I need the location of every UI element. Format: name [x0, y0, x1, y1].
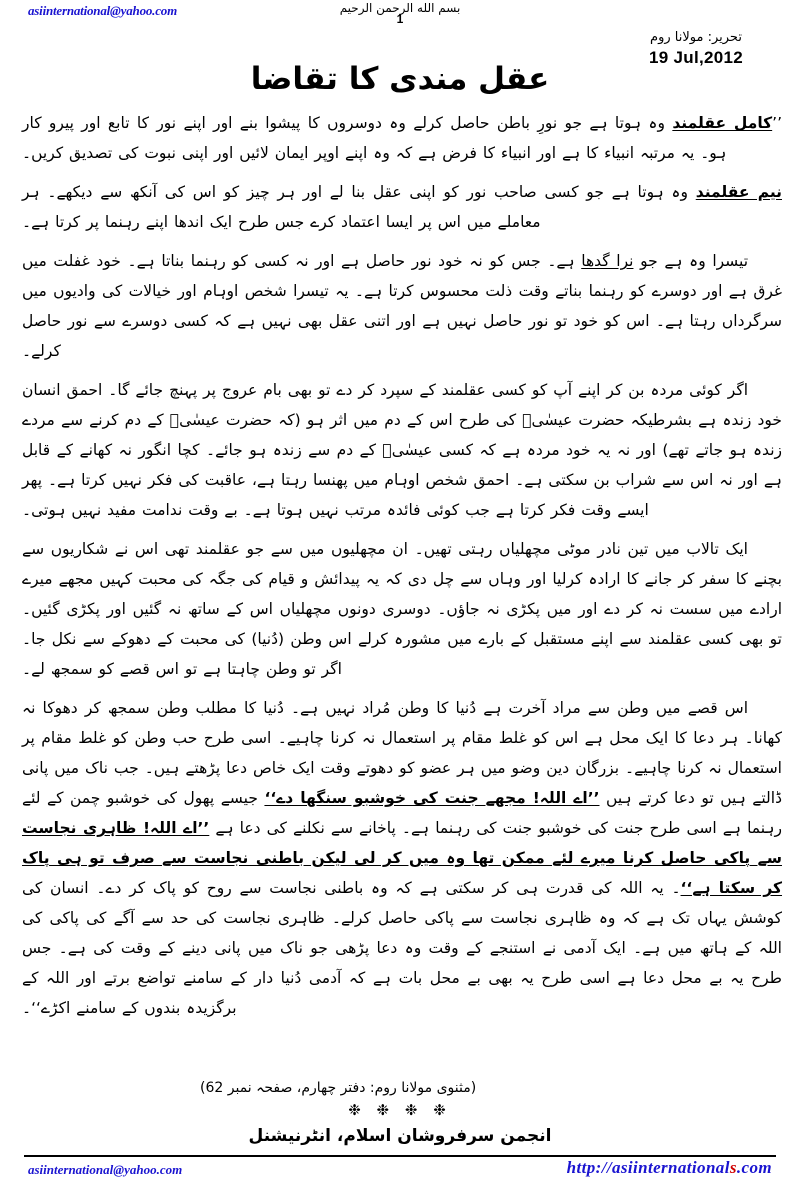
- text-run: تیسرا وہ ہے جو: [633, 252, 749, 270]
- source-citation: (مثنوی مولانا روم: دفتر چهارم، صفحہ نمبر 62): [200, 1080, 477, 1096]
- text-run: اس قصے میں وطن سے مراد آخرت ہے دُنیا کا وطن مُراد نہیں ہے۔ دُنیا کا مطلب وطن سمجھ کر دھوکا نہ کھانا۔ ہر دعا کا ایک محل ہے اس کو غلط مقام پر استعمال نہ کرنا چاہیے۔ اسی طرح حب وطن کو غلط مقام پر استعمال نہ کرنا چاہیے۔ بزرگان دین وضو میں ہر عضو کو دھوتے وقت ایک خاص دعا پڑھتے ہیں۔ جب ناک میں پانی ڈالتے ہیں تو دعا کرتے ہیں: [22, 699, 782, 807]
- body-paragraph: [22, 534, 782, 684]
- emphasized-text: ’’اے اللہ! مجھے جنت کی خوشبو سنگھا دے‘‘: [264, 789, 600, 807]
- body-paragraph: [22, 177, 782, 237]
- body-paragraph: [22, 246, 782, 366]
- url-prefix: http://asiinternational: [566, 1158, 730, 1177]
- body-paragraph: [22, 108, 782, 168]
- publication-date: 19 Jul,2012: [648, 48, 744, 68]
- text-run: ’’: [772, 114, 783, 132]
- text-run: وہ ہوتا ہے جو نورِ باطن حاصل کرلے وہ دوسروں کا پیشوا بنے اور اپنے نور کا تابع اور پیرو کار ہو۔ یہ مرتبہ انبیاء کا ہے اور انبیاء کا فرض ہے کہ وہ اپنے اوپر ایمان لائیں اور اپنی نبوت کی تصدیق کریں۔: [22, 114, 727, 162]
- text-run: ۔ یہ اللہ کی قدرت ہی کر سکتی ہے کہ وہ باطنی نجاست سے روح کو پاک کر دے۔ انسان کی کوشش یہاں تک ہے کہ وہ ظاہری نجاست سے پاکی حاصل کرلے۔ ظاہری نجاست کی حد سے آگے کی پاکی کی اللہ کے ہاتھ میں ہے۔ ایک آدمی نے استنجے کے وقت وہ دعا پڑھی جو ناک میں پانی دینے کے وقت کی ہے۔ جس طرح یہ بے محل دعا ہے اسی طرح یہ بھی بے محل بات ہے کہ آدمی دُنیا دار کے سامنے تواضع برتے اور اللہ کے برگزیدہ بندوں کے سامنے اکڑے‘‘۔: [22, 879, 782, 1017]
- header-email-link[interactable]: asiinternational@yahoo.com: [28, 3, 177, 18]
- underlined-text: نرا گدھا: [581, 252, 634, 270]
- text-run: ایک تالاب میں تین نادر موٹی مچھلیاں رہتی تھیں۔ ان مچھلیوں میں سے جو عقلمند تھی اس نے شکاریوں سے بچنے کا سفر کر جانے کا ارادہ کرلیا اور وہاں سے چل دی کہ یہ پیدائش و قیام کی جگہ کی محبت کہیں مجھے میرے ارادے میں سست نہ کر دے اور میں پکڑی نہ جاؤں۔ دوسری دونوں مچھلیاں اس کے ساتھ نہ گئیں اور پکڑی گئیں۔ تو بھی کسی عقلمند سے اپنے مستقبل کے بارے میں مشورہ کرلے اس وطن (دُنیا) کی محبت کے دھوکے سے نکل جا۔ اگر تو وطن چاہتا ہے تو اس قصے کو سمجھ لے۔: [22, 540, 782, 678]
- emphasized-text: ’’اے اللہ! ظاہری نجاست سے پاکی حاصل کرنا میرے لئے ممکن تھا وہ میں کر لی لیکن باطنی نجاست سے صرف تو ہی پاک کر سکتا ہے‘‘: [22, 819, 783, 897]
- body-paragraph: [22, 693, 782, 1023]
- article-title: عقل مندی کا تقاضا: [250, 60, 550, 97]
- text-run: وہ ہوتا ہے جو کسی صاحب نور کو اپنی عقل بنا لے اور ہر چیز کو اس کی آنکھ سے دیکھے۔ ہر معاملے میں اس پر ایسا اعتماد کرے جس طرح ایک اندھا اپنے رہنما پر کرتا ہے۔: [22, 183, 696, 231]
- decorative-bullets: ❉ ❉ ❉ ❉: [348, 1103, 452, 1119]
- text-run: ہے۔ جس کو نہ خود نور حاصل ہے اور نہ کسی کو رہنما بناتا ہے۔ خود غفلت میں غرق ہے اور دوسرے کو رہنما بناتے وقت ذلت محسوس کرتا ہے۔ یہ تیسرا شخص اوہام اور خیالات کی وادیوں میں سرگرداں رہتا ہے۔ اس کو خود تو نور حاصل نہیں ہے اور اتنی عقل بھی نہیں ہے کہ کسی دوسرے سے نور حاصل کرلے۔: [22, 252, 782, 360]
- article-body: [22, 108, 782, 1032]
- emphasized-text: نیم عقلمند: [695, 183, 782, 201]
- page-number: 1: [396, 12, 404, 27]
- page-header: [0, 0, 800, 100]
- bismillah-block: [0, 2, 800, 26]
- author-byline: تحریر: مولانا روم: [650, 30, 742, 45]
- text-run: اگر کوئی مردہ بن کر اپنے آپ کو کسی عقلمند کے سپرد کر دے تو بھی بام عروج پر پہنچ جائے گا۔ احمق انسان خود زندہ ہے بشرطیکہ حضرت عیسٰیؑ کی طرح اس کے دم میں اثر ہو (کہ حضرت عیسٰیؑ کے دم کرنے سے مردے زندہ ہو جاتے تھے) اور نہ یہ خود مردہ ہے کہ کسی عیسٰیؑ کے دم سے زندہ ہو جائے۔ کچا انگور نہ کھانے کے قابل ہے اور نہ اس سے شراب بن سکتی ہے۔ احمق شخص اوہام میں پھنسا رہتا ہے، عاقبت کی فکر نہیں کرتا ہے۔ پھر ایسے وقت فکر کرتا ہے جب کوئی فائدہ مرتب نہیں ہوتا ہے۔ بے وقت ندامت مفید نہیں ہوتی۔: [22, 381, 782, 519]
- bismillah-text: بسم الله الرحمن الرحيم: [339, 1, 461, 15]
- url-highlight-char: s: [729, 1158, 737, 1177]
- organization-name: انجمن سرفروشان اسلام، انٹرنیشنل: [248, 1126, 552, 1146]
- footer-divider: [24, 1155, 776, 1157]
- text-run: جیسے پھول کی خوشبو چمن کے لئے رہنما ہے اسی طرح جنت کی خوشبو جنت کی رہنما ہے۔ پاخانے سے نکلنے کی دعا ہے: [22, 789, 782, 837]
- footer-website-link[interactable]: [567, 1158, 772, 1178]
- url-suffix: .com: [736, 1158, 772, 1177]
- body-paragraph: [22, 375, 782, 525]
- footer-email-link[interactable]: asiinternational@yahoo.com: [28, 1162, 183, 1177]
- emphasized-text: کامل عقلمند: [672, 114, 773, 132]
